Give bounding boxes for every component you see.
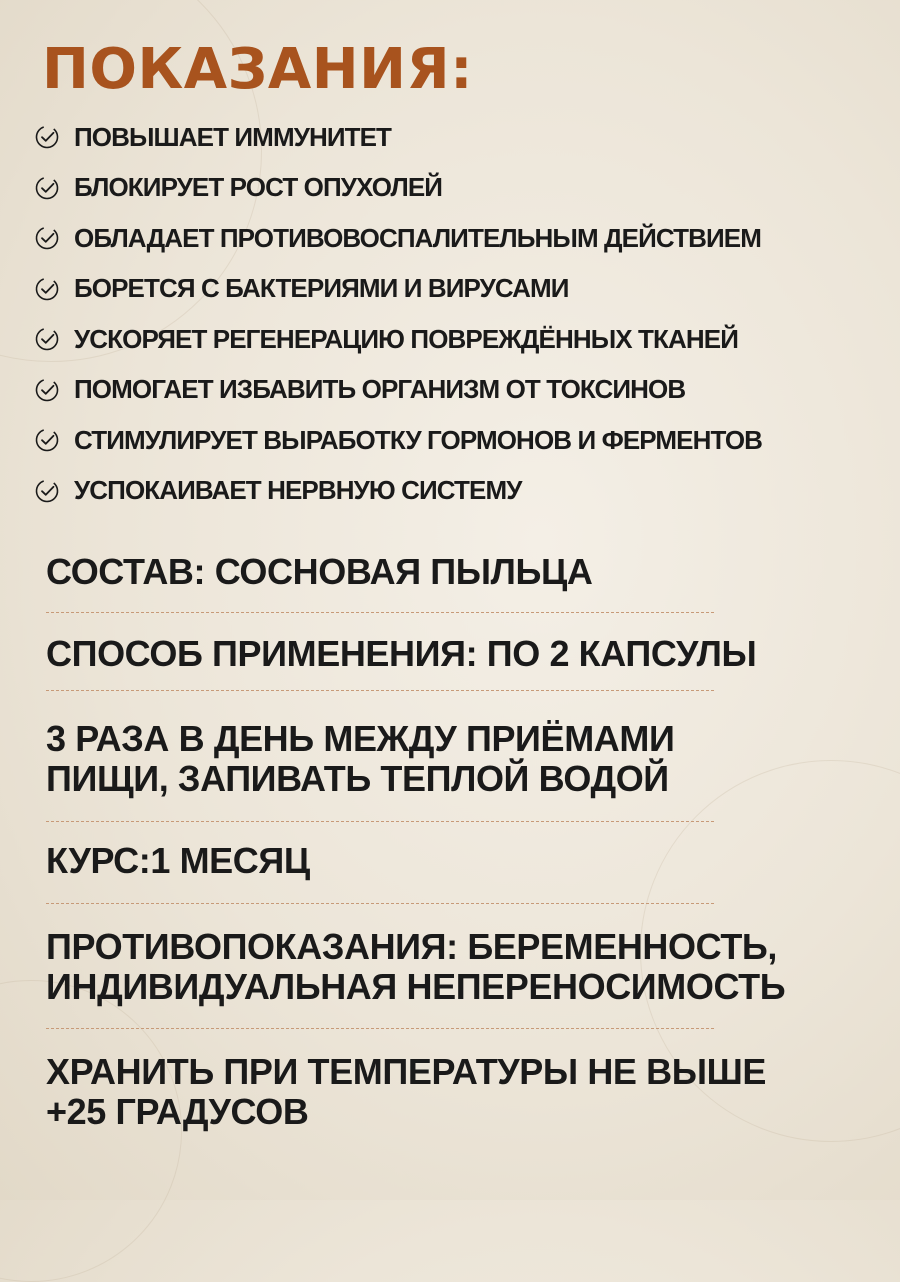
check-circle-icon: [34, 326, 60, 352]
course-text: КУРС:1 МЕСЯЦ: [46, 840, 310, 881]
usage-text: ПИЩИ, ЗАПИВАТЬ ТЕПЛОЙ ВОДОЙ: [46, 758, 669, 799]
indication-item: [34, 112, 762, 163]
check-circle-icon: [34, 478, 60, 504]
usage-text: СПОСОБ ПРИМЕНЕНИЯ: ПО 2 КАПСУЛЫ: [46, 633, 757, 674]
indication-text: УСПОКАИВАЕТ НЕРВНУЮ СИСТЕМУ: [74, 475, 522, 506]
indications-title: ПОКАЗАНИЯ:: [42, 37, 473, 102]
check-circle-icon: [34, 276, 60, 302]
composition-text: СОСТАВ: СОСНОВАЯ ПЫЛЬЦА: [46, 551, 593, 592]
indication-item: [34, 213, 762, 264]
indication-text: ПОМОГАЕТ ИЗБАВИТЬ ОРГАНИЗМ ОТ ТОКСИНОВ: [74, 374, 686, 405]
indication-item: [34, 365, 762, 416]
check-circle-icon: [34, 427, 60, 453]
contraindications-text: ПРОТИВОПОКАЗАНИЯ: БЕРЕМЕННОСТЬ,: [46, 926, 777, 967]
indication-text: УСКОРЯЕТ РЕГЕНЕРАЦИЮ ПОВРЕЖДЁННЫХ ТКАНЕЙ: [74, 323, 738, 354]
check-circle-icon: [34, 175, 60, 201]
section-divider: [46, 690, 714, 691]
indication-text: БЛОКИРУЕТ РОСТ ОПУХОЛЕЙ: [74, 172, 443, 203]
indication-item: [34, 163, 762, 214]
indication-text: СТИМУЛИРУЕТ ВЫРАБОТКУ ГОРМОНОВ И ФЕРМЕНТОВ: [74, 424, 763, 455]
section-divider: [46, 821, 714, 822]
section-divider: [46, 612, 714, 613]
indication-text: ПОВЫШАЕТ ИММУНИТЕТ: [74, 121, 392, 152]
check-circle-icon: [34, 225, 60, 251]
section-divider: [46, 903, 714, 904]
indication-text: ОБЛАДАЕТ ПРОТИВОВОСПАЛИТЕЛЬНЫМ ДЕЙСТВИЕМ: [74, 222, 761, 253]
section-divider: [46, 1028, 714, 1029]
usage-text: 3 РАЗА В ДЕНЬ МЕЖДУ ПРИЁМАМИ: [46, 718, 675, 759]
indication-item: [34, 264, 762, 315]
check-circle-icon: [34, 124, 60, 150]
contraindications-text: ИНДИВИДУАЛЬНАЯ НЕПЕРЕНОСИМОСТЬ: [46, 966, 786, 1007]
storage-text: ХРАНИТЬ ПРИ ТЕМПЕРАТУРЫ НЕ ВЫШЕ: [46, 1051, 766, 1092]
indication-item: [34, 415, 762, 466]
storage-text: +25 ГРАДУСОВ: [46, 1091, 309, 1132]
indication-text: БОРЕТСЯ С БАКТЕРИЯМИ И ВИРУСАМИ: [74, 273, 569, 304]
indication-item: [34, 466, 762, 517]
check-circle-icon: [34, 377, 60, 403]
indication-item: [34, 314, 762, 365]
indications-list: [34, 112, 762, 516]
